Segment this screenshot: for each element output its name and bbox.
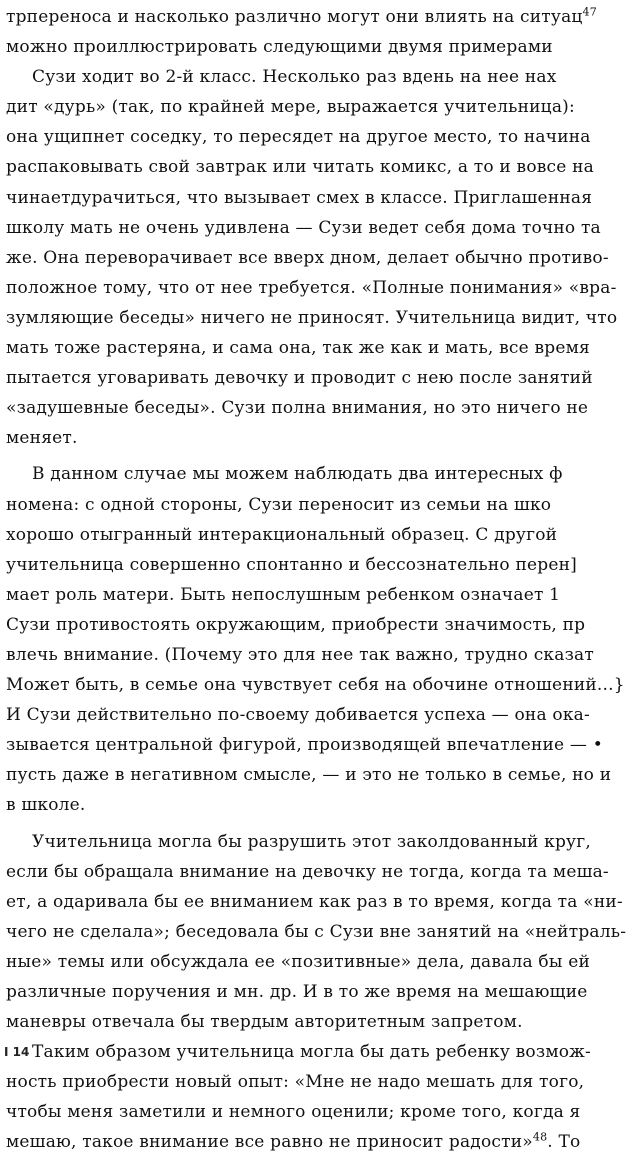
footnote-ref: 47 [582,5,597,19]
text-line: дит «дурь» (так, по крайней мере, выражается учительница): [6,97,575,118]
text-line: ность приобрести новый опыт: «Мне не надо мешать для того, [6,1072,585,1093]
text-line: пусть даже в негативном смысле, — и это не только в семье, но и [6,765,612,786]
text-line: распаковывать свой завтрак или читать комикс, а то и вовсе на [6,157,594,178]
text-line: Сузи противостоять окружающим, приобрести значимость, пр [6,614,586,635]
text-line: В данном случае мы можем наблюдать два интересных ф [32,464,563,485]
text-line: номена: с одной стороны, Сузи переносит из семьи на шко [6,494,552,515]
text-line: она ущипнет соседку, то пересядет на другое место, то начина [6,127,591,148]
text-line: меняет. [6,428,78,449]
footnote-ref: 48 [532,1130,548,1144]
text-line: ет, а одаривала бы ее вниманием как раз в то время, когда та «ни- [6,891,623,912]
text-line: положное тому, что от нее требуется. «Полные понимания» «вра- [6,277,617,298]
text-line: можно проиллюстрировать следующими двумя примерами [6,37,553,58]
text-line: ные» темы или обсуждала ее «позитивные» дела, давала бы ей [6,951,590,972]
text-line: маневры отвечала бы твердым авторитетным запретом. [6,1012,523,1033]
text-line: пытается уговаривать девочку и проводит с нею после занятий [6,368,593,389]
page-number: I 14 [4,1045,30,1059]
text-line: школу мать не очень удивлена — Сузи ведет себя дома точно та [6,217,601,238]
text-line: учительница совершенно спонтанно и бессознательно перен] [6,554,577,575]
text-line: Таким образом учительница могла бы дать ребенку возмож- [32,1042,591,1063]
text-line: в школе. [6,795,86,816]
text-line: если бы обращала внимание на девочку не тогда, когда та меша- [6,861,609,882]
text-line: Сузи ходит во 2-й класс. Несколько раз вдень на нее нах [32,67,557,88]
text-line: различные поручения и мн. др. И в то же время на мешающие [6,982,588,1002]
text-line: мешаю, такое внимание все равно не приносит радости»$^{48}$. То [6,1130,581,1153]
text-line: же. Она переворачивает все вверх дном, делает обычно противо- [6,247,609,268]
text-line: мает роль матери. Быть непослушным ребенком означает 1 [6,584,561,605]
text-line: чтобы меня заметили и немного оценили; кроме того, когда я [6,1102,581,1123]
text-line: «задушевные беседы». Сузи полна внимания, но это ничего не [6,398,589,419]
text-line: чинаетдурачиться, что вызывает смех в классе. Приглашенная [6,187,593,208]
text-line: мать тоже растеряна, и сама она, так же как и мать, все время [6,338,590,359]
text-line: чего не сделала»; беседовала бы с Сузи вне занятий на «нейтраль- [6,921,626,942]
text-line: хорошо отыгранный интеракциональный образец. С другой [6,524,558,545]
text-line: зывается центральной фигурой, производящей впечатление — • [6,735,603,756]
text-body [6,2,626,1158]
text-line: И Сузи действительно по-своему добивается успеха — она ока- [6,705,590,726]
text-line: Учительница могла бы разрушить этот заколдованный круг, [32,831,591,852]
text-line: зумляющие беседы» ничего не приносят. Учительница видит, что [6,307,618,328]
text-line: трпереноса и насколько различно могут они влиять на ситуац$^{47}$ [6,5,597,27]
text-line: Может быть, в семье она чувствует себя на обочине отношений...} [6,675,625,696]
text-line: влечь внимание. (Почему это для нее так важно, трудно сказат [6,644,594,665]
